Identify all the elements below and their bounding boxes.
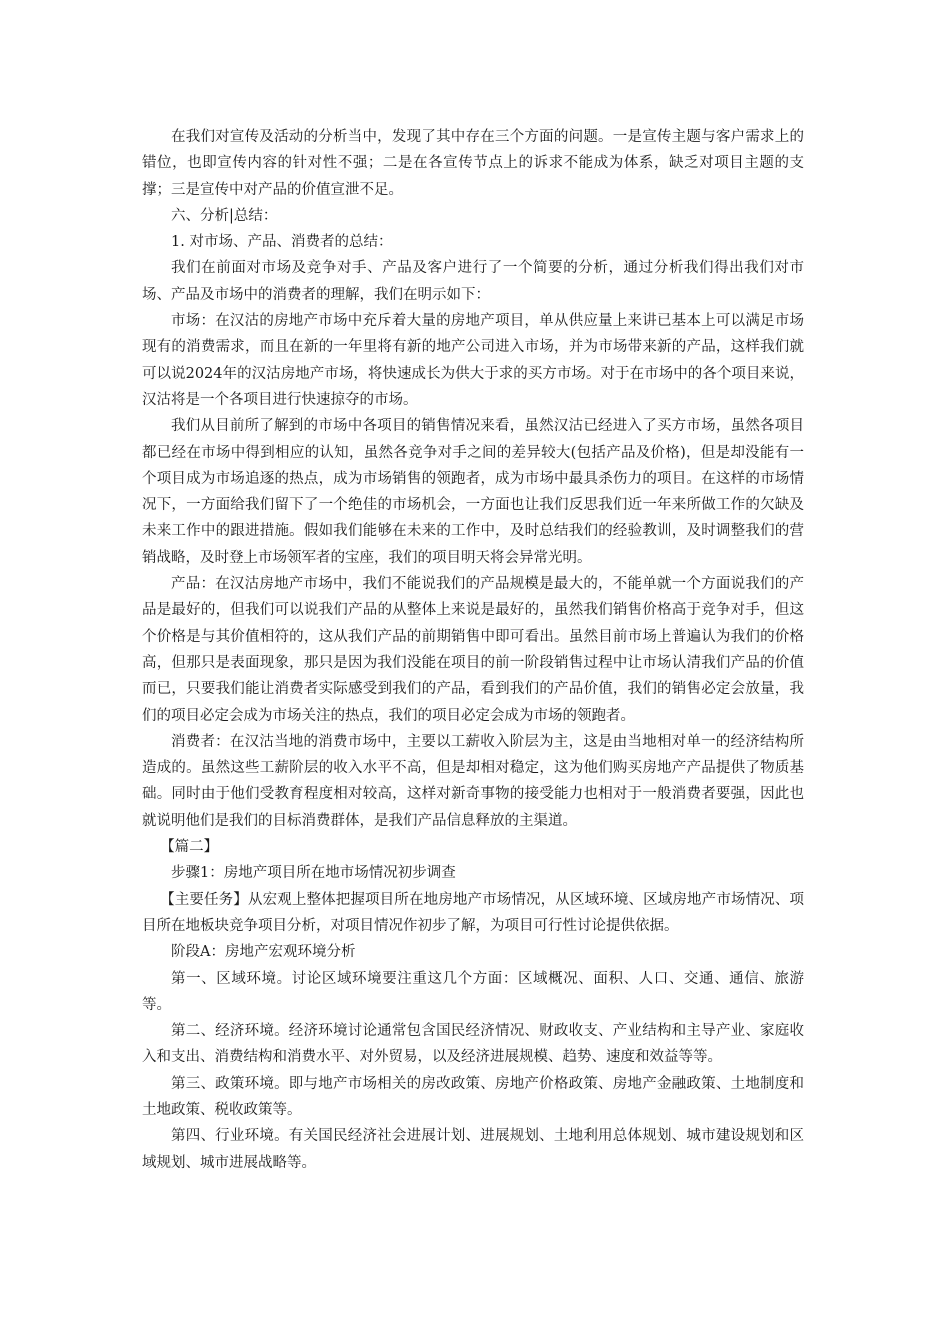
step-heading-market-survey: 步骤1：房地产项目所在地市场情况初步调查 (171, 865, 456, 882)
stage-heading-macro-environment: 阶段A：房地产宏观环境分析 (171, 944, 356, 961)
paragraph-regional-environment: 第一、区域环境。讨论区域环境要注重这几个方面：区域概况、面积、人口、交通、通信、旅游等。 (142, 970, 804, 1013)
paragraph-market-sales: 我们从目前所了解到的市场中各项目的销售情况来看，虽然汉沽已经进入了买方市场，虽然各项目都已经在市场中得到相应的认知，虽然各竞争对手之间的差异较大(包括产品及价格)，但是却没能有一个项目成为市场追逐的热点，成为市场销售的领跑者，成为市场中最具杀伤力的项目。在这样的市场情况下，一方面给我们留下了一个绝佳的市场机会，一方面也让我们反思我们近一年来所做工作的欠缺及未来工作中的跟进措施。假如我们能够在未来的工作中，及时总结我们的经验教训，及时调整我们的营销战略，及时登上市场领军者的宝座，我们的项目明天将会异常光明。 (142, 418, 804, 566)
paragraph-consumer: 消费者：在汉沽当地的消费市场中，主要以工薪收入阶层为主，这是由当地相对单一的经济结构所造成的。虽然这些工薪阶层的收入水平不高，但是却相对稳定，这为他们购买房地产产品提供了物质基础。同时由于他们受教育程度相对较高，这样对新奇事物的接受能力也相对于一般消费者要强，因此也就说明他们是我们的目标消费群体，是我们产品信息释放的主渠道。 (142, 733, 804, 829)
document-body (142, 124, 804, 1176)
paragraph-summary-intro: 我们在前面对市场及竞争对手、产品及客户进行了一个简要的分析，通过分析我们得出我们对市场、产品及市场中的消费者的理解，我们在明示如下： (142, 260, 804, 303)
section-heading-analysis-summary: 六、分析|总结： (171, 207, 278, 224)
paragraph-publicity-issues: 在我们对宣传及活动的分析当中，发现了其中存在三个方面的问题。一是宣传主题与客户需求上的错位，也即宣传内容的针对性不强；二是在各宣传节点上的诉求不能成为体系，缺乏对项目主题的支撑；三是宣传中对产品的价值宣泄不足。 (142, 129, 804, 198)
paragraph-industry-environment: 第四、行业环境。有关国民经济社会进展计划、进展规划、土地利用总体规划、城市建设规划和区域规划、城市进展战略等。 (142, 1128, 804, 1171)
paragraph-economic-environment: 第二、经济环境。经济环境讨论通常包含国民经济情况、财政收支、产业结构和主导产业、家庭收入和支出、消费结构和消费水平、对外贸易，以及经济进展规模、趋势、速度和效益等等。 (142, 1023, 804, 1066)
paragraph-market: 市场：在汉沽的房地产市场中充斥着大量的房地产项目，单从供应量上来讲已基本上可以满足市场现有的消费需求，而且在新的一年里将有新的地产公司进入市场，并为市场带来新的产品，这样我们就可以说2024年的汉沽房地产市场，将快速成长为供大于求的买方市场。对于在市场中的各个项目来说，汉沽将是一个各项目进行快速掠夺的市场。 (142, 313, 804, 408)
paragraph-policy-environment: 第三、政策环境。即与地产市场相关的房改政策、房地产价格政策、房地产金融政策、土地制度和土地政策、税收政策等。 (142, 1075, 804, 1118)
paragraph-main-task: 【主要任务】从宏观上整体把握项目所在地房地产市场情况，从区域环境、区域房地产市场情况、项目所在地板块竞争项目分析，对项目情况作初步了解，为项目可行性讨论提供依据。 (142, 891, 804, 934)
paragraph-product: 产品：在汉沽房地产市场中，我们不能说我们的产品规模是最大的，不能单就一个方面说我们的产品是最好的，但我们可以说我们产品的从整体上来说是最好的，虽然我们销售价格高于竞争对手，但这个价格是与其价值相符的，这从我们产品的前期销售中即可看出。虽然目前市场上普遍认为我们的价格高，但那只是表面现象，那只是因为我们没能在项目的前一阶段销售过程中让市场认清我们产品的价值而已，只要我们能让消费者实际感受到我们的产品，看到我们的产品价值，我们的销售必定会放量，我们的项目必定会成为市场关注的热点，我们的项目必定会成为市场的领跑者。 (142, 576, 804, 724)
subheading-market-product-consumer: 1. 对市场、产品、消费者的总结： (171, 234, 393, 251)
section-heading-part-two: 【篇二】 (160, 839, 219, 856)
